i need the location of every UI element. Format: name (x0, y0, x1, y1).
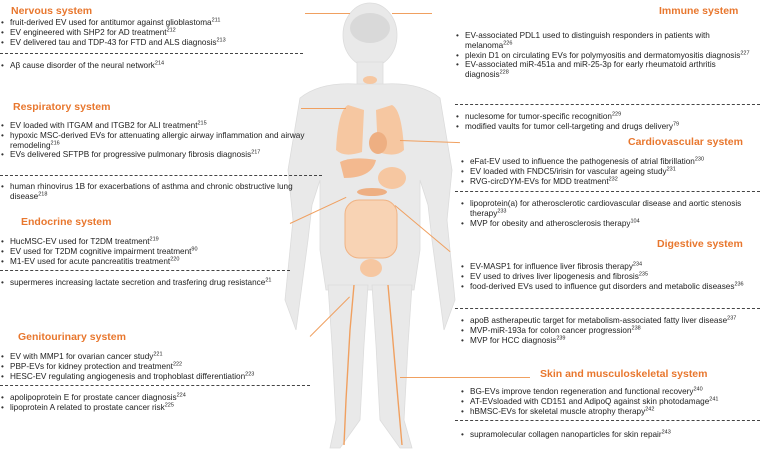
list-item: • EV loaded with ITGAM and ITGB2 for ALI treatment$^{215}$ (10, 121, 310, 131)
list-item: • MVP for obesity and atherosclerosis therapy$^{104}$ (470, 219, 765, 229)
heart-icon (369, 132, 387, 154)
respiratory-system-title: Respiratory system (13, 101, 111, 113)
immune-primary-list (455, 31, 755, 80)
list-item: • eFat-EV used to influence the pathogenesis of atrial fibrillation$^{230}$ (470, 157, 765, 167)
divider (0, 175, 322, 176)
list-item: • PBP-EVs for kidney protection and treatment$^{222}$ (10, 362, 350, 372)
list-item: • Aβ cause disorder of the neural network$^{214}$ (10, 61, 315, 71)
genitourinary-primary-list (0, 352, 350, 381)
list-item: • human rhinovirus 1B for exacerbations of asthma and chronic obstructive lung disease$^{218}$ (10, 182, 310, 202)
divider (455, 420, 760, 421)
thyroid-icon (363, 76, 377, 84)
divider (0, 53, 303, 54)
bladder-icon (360, 259, 382, 277)
list-item: • hBMSC-EVs for skeletal muscle atrophy therapy$^{242}$ (470, 407, 765, 417)
intestine-icon (345, 200, 397, 258)
list-item: • HESC-EV regulating angiogenesis and trophoblast differentiation$^{223}$ (10, 372, 350, 382)
skin-secondary-list (460, 430, 765, 440)
endocrine-secondary-list (0, 278, 285, 288)
list-item: • nuclesome for tumor-specific recognition$^{229}$ (465, 112, 765, 122)
connector-line (400, 377, 530, 378)
cardiovascular-primary-list (460, 157, 765, 186)
list-item: • modified vaults for tumor cell-targeting and drugs delivery$^{79}$ (465, 122, 765, 132)
nervous-system-title: Nervous system (11, 5, 93, 17)
divider (455, 308, 760, 309)
list-item: • EV-associated PDL1 used to distinguish responders in patients with melanoma$^{226}$ (465, 31, 755, 51)
nervous-primary-list (0, 18, 315, 47)
list-item: • fruit-derived EV used for antitumor against glioblastoma$^{211}$ (10, 18, 315, 28)
divider (455, 104, 760, 105)
immune-system-title: Immune system (659, 5, 739, 17)
endocrine-system-title: Endocrine system (21, 216, 112, 228)
brain-icon (350, 13, 390, 43)
divider (0, 270, 290, 271)
list-item: • EV delivered tau and TDP-43 for FTD and ALS diagnosis$^{213}$ (10, 38, 315, 48)
list-item: • plexin D1 on circulating EVs for polymyositis and dermatomyositis diagnosis$^{227}$ (465, 51, 755, 61)
connector-line (392, 13, 432, 14)
list-item: • hypoxic MSC-derived EVs for attenuating allergic airway inflammation and airway remodeling$^{216}$ (10, 131, 310, 151)
skin-musculoskeletal-system-title: Skin and musculoskeletal system (540, 368, 708, 380)
stomach-icon (378, 167, 406, 189)
list-item: • EV used for T2DM cognitive impairment treatment$^{90}$ (10, 247, 300, 257)
digestive-system-title: Digestive system (657, 238, 743, 250)
connector-line (305, 13, 350, 14)
nervous-secondary-list (0, 61, 315, 71)
cardiovascular-secondary-list (460, 199, 765, 228)
list-item: • BG-EVs improve tendon regeneration and functional recovery$^{240}$ (470, 387, 765, 397)
list-item: • supramolecular collagen nanoparticles for skin repair$^{243}$ (470, 430, 765, 440)
list-item: • EV-MASP1 for influence liver fibrosis therapy$^{234}$ (470, 262, 755, 272)
list-item: • AT-EVsloaded with CD151 and AdipoQ against skin photodamage$^{241}$ (470, 397, 765, 407)
digestive-primary-list (460, 262, 755, 291)
endocrine-primary-list (0, 237, 300, 266)
connector-line (301, 108, 346, 109)
list-item: • EV used to drives liver lipogenesis and fibrosis$^{235}$ (470, 272, 755, 282)
list-item: • EV with MMP1 for ovarian cancer study$^{221}$ (10, 352, 350, 362)
cardiovascular-system-title: Cardiovascular system (628, 136, 743, 148)
list-item: • HucMSC-EV used for T2DM treatment$^{219}$ (10, 237, 300, 247)
list-item: • EV-associated miR-451a and miR-25-3p for early rheumatoid arthritis diagnosis$^{228}$ (465, 60, 755, 80)
list-item: • food-derived EVs used to influence gut disorders and metabolic diseases$^{236}$ (470, 282, 755, 292)
list-item: • RVG-circDYM-EVs for MDD treatment$^{232}$ (470, 177, 765, 187)
list-item: • MVP-miR-193a for colon cancer progression$^{238}$ (470, 326, 765, 336)
list-item: • lipoprotein A related to prostate cancer risk$^{225}$ (10, 403, 320, 413)
list-item: • EVs delivered SFTPB for progressive pulmonary fibrosis diagnosis$^{217}$ (10, 150, 310, 160)
skin-primary-list (460, 387, 765, 416)
list-item: • M1-EV used for acute pancreatitis treatment$^{220}$ (10, 257, 300, 267)
list-item: • MVP for HCC diagnosis$^{239}$ (470, 336, 765, 346)
divider (455, 191, 760, 192)
list-item: • apoB astherapeutic target for metabolism-associated fatty liver disease$^{237}$ (470, 316, 765, 326)
respiratory-primary-list (0, 121, 310, 160)
divider (0, 385, 310, 386)
pancreas-icon (357, 188, 387, 196)
digestive-secondary-list (460, 316, 765, 345)
list-item: • apolipoprotein E for prostate cancer diagnosis$^{224}$ (10, 393, 320, 403)
genitourinary-system-title: Genitourinary system (18, 331, 126, 343)
genitourinary-secondary-list (0, 393, 320, 413)
respiratory-secondary-list (0, 182, 310, 202)
list-item: • supermeres increasing lactate secretion and trasfering drug resistance$^{21}$ (10, 278, 285, 288)
immune-secondary-list (455, 112, 765, 132)
list-item: • EV engineered with SHP2 for AD treatment$^{212}$ (10, 28, 315, 38)
list-item: • EV loaded with FNDC5/irisin for vascular ageing study$^{231}$ (470, 167, 765, 177)
list-item: • lipoprotein(a) for atherosclerotic cardiovascular disease and aortic stenosis therapy$^{233}$ (470, 199, 765, 219)
